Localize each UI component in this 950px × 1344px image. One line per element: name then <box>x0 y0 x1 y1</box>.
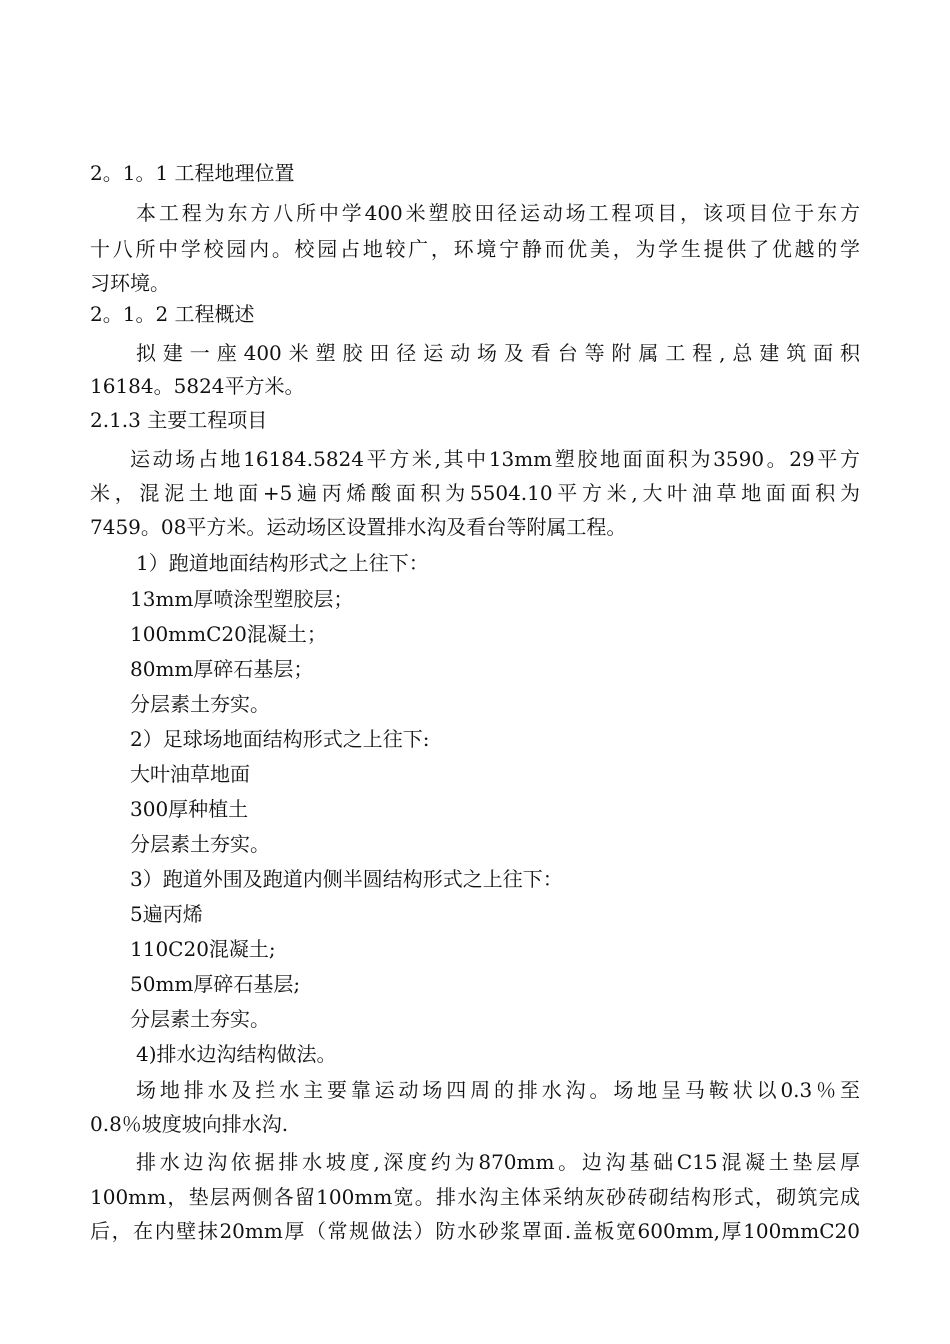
section-heading-2-1-2: 2。1。2 工程概述 <box>90 302 255 326</box>
list-item: 110C20混凝土; <box>130 937 276 961</box>
paragraph-projects-line-2: 米，混泥土地面+5遍丙烯酸面积为5504.10平方米,大叶油草地面面积为 <box>90 481 860 505</box>
section-heading-2-1-1: 2。1。1 工程地理位置 <box>90 161 295 185</box>
list-item: 50mm厚碎石基层; <box>130 972 301 996</box>
paragraph-overview-line-1: 拟建一座400米塑胶田径运动场及看台等附属工程,总建筑面积 <box>136 341 860 365</box>
list-item: 分层素土夯实。 <box>130 1007 270 1031</box>
list-item: 80mm厚碎石基层； <box>130 657 314 681</box>
list-item: 100mmC20混凝土； <box>130 622 327 646</box>
list-item: 3）跑道外围及跑道内侧半圆结构形式之上往下： <box>130 867 563 891</box>
paragraph-projects-line-1: 运动场占地16184.5824平方米,其中13mm塑胶地面面积为3590。29平方 <box>130 447 860 471</box>
list-item: 分层素土夯实。 <box>130 832 270 856</box>
paragraph-location-line-3: 习环境。 <box>90 271 170 295</box>
list-item: 分层素土夯实。 <box>130 692 270 716</box>
paragraph-drainage-line-1: 场地排水及拦水主要靠运动场四周的排水沟。场地呈马鞍状以0.3％至 <box>136 1078 860 1102</box>
paragraph-drainage-line-2: 0.8％坡度坡向排水沟. <box>90 1112 289 1136</box>
list-item: 2）足球场地面结构形式之上往下: <box>130 727 430 751</box>
list-item: 13mm厚喷涂型塑胶层； <box>130 587 354 611</box>
paragraph-ditch-line-1: 排水边沟依据排水坡度,深度约为870mm。边沟基础C15混凝土垫层厚 <box>136 1150 860 1174</box>
paragraph-projects-line-3: 7459。08平方米。运动场区设置排水沟及看台等附属工程。 <box>90 515 627 539</box>
paragraph-location-line-2: 十八所中学校园内。校园占地较广，环境宁静而优美，为学生提供了优越的学 <box>90 237 860 261</box>
list-item: 大叶油草地面 <box>130 762 250 786</box>
list-item: 300厚种植土 <box>130 797 249 821</box>
list-item: 4)排水边沟结构做法。 <box>136 1042 337 1066</box>
paragraph-overview-line-2: 16184。5824平方米。 <box>90 374 305 398</box>
list-item: 1）跑道地面结构形式之上往下： <box>136 551 429 575</box>
section-heading-2-1-3: 2.1.3 主要工程项目 <box>90 408 268 432</box>
paragraph-location-line-1: 本工程为东方八所中学400米塑胶田径运动场工程项目，该项目位于东方 <box>136 201 860 225</box>
list-item: 5遍丙烯 <box>130 902 203 926</box>
paragraph-ditch-line-2: 100mm，垫层两侧各留100mm宽。排水沟主体采纳灰砂砖砌结构形式，砌筑完成 <box>90 1185 860 1209</box>
paragraph-ditch-line-3: 后，在内壁抹20mm厚（常规做法）防水砂浆罩面.盖板宽600mm,厚100mmC20 <box>90 1219 860 1243</box>
